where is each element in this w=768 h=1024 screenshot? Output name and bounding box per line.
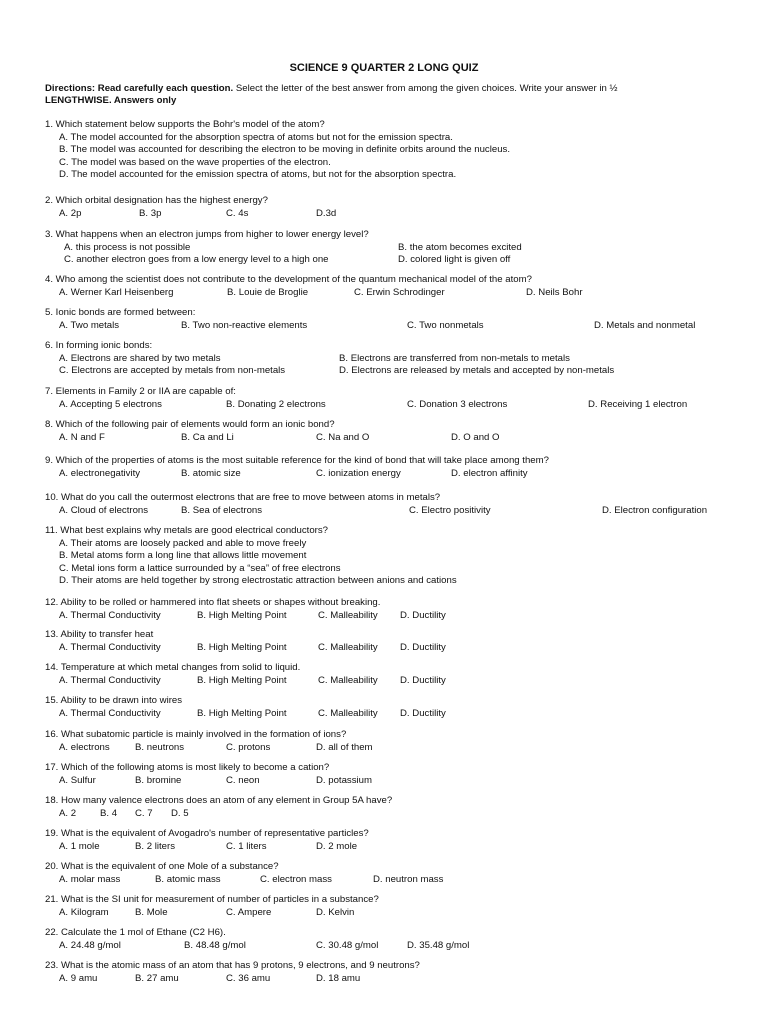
question-8 — [45, 419, 745, 444]
answer-choice: C. ionization energy — [316, 467, 401, 479]
answer-choice: B. Electrons are transferred from non-metals to metals — [339, 352, 570, 364]
question-6 — [45, 340, 745, 378]
question-stem: 22. Calculate the 1 mol of Ethane (C2 H6). — [45, 927, 226, 938]
answer-choice: C. Ampere — [226, 906, 272, 918]
choice-row — [45, 563, 745, 576]
question-stem: 18. How many valence electrons does an atom of any element in Group 5A have? — [45, 795, 393, 806]
answer-choice: D. 5 — [171, 807, 189, 819]
answer-choice: C. Electro positivity — [409, 504, 491, 516]
choice-row — [45, 808, 745, 821]
question-14 — [45, 662, 745, 687]
answer-choice: A. Thermal Conductivity — [59, 609, 161, 621]
question-stem: 10. What do you call the outermost electrons that are free to move between atoms in metals? — [45, 492, 441, 503]
choice-row — [45, 550, 745, 563]
question-16 — [45, 729, 745, 754]
answer-choice: A. electrons — [59, 741, 110, 753]
answer-choice: C. The model was based on the wave properties of the electron. — [59, 156, 331, 168]
answer-choice: C. 4s — [226, 207, 249, 219]
answer-choice: A. Sulfur — [59, 774, 96, 786]
question-stem: 12. Ability to be rolled or hammered into flat sheets or shapes without breaking. — [45, 597, 381, 608]
question-23 — [45, 960, 745, 985]
answer-choice: B. atomic size — [181, 467, 241, 479]
question-stem: 13. Ability to transfer heat — [45, 629, 154, 640]
choice-row — [45, 365, 745, 378]
question-stem: 7. Elements in Family 2 or IIA are capable of: — [45, 386, 236, 397]
answer-choice: D. The model accounted for the emission spectra of atoms, but not for the absorption spectra. — [59, 169, 457, 180]
answer-choice: C. 1 liters — [226, 840, 267, 852]
question-stem: 3. What happens when an electron jumps from higher to lower energy level? — [45, 229, 369, 240]
answer-choice: D. Neils Bohr — [526, 286, 583, 298]
answer-choice: A. Thermal Conductivity — [59, 674, 161, 686]
choice-row — [45, 144, 745, 157]
answer-choice: C. Two nonmetals — [407, 319, 484, 331]
answer-choice: B. Two non-reactive elements — [181, 319, 308, 331]
question-stem: 6. In forming ionic bonds: — [45, 340, 153, 351]
page-title: SCIENCE 9 QUARTER 2 LONG QUIZ — [289, 62, 479, 74]
answer-choice: D. Ductility — [400, 707, 446, 719]
choice-row — [45, 169, 745, 182]
answer-choice: A. molar mass — [59, 873, 121, 885]
answer-choice: C. Malleability — [318, 609, 378, 621]
answer-choice: D. all of them — [316, 741, 373, 753]
choice-row — [45, 874, 745, 887]
directions-line2: LENGTHWISE. Answers only — [45, 95, 177, 106]
question-12 — [45, 597, 745, 622]
choice-row — [45, 320, 745, 333]
question-21 — [45, 894, 745, 919]
answer-choice: A. Accepting 5 electrons — [59, 398, 162, 410]
question-3 — [45, 229, 745, 267]
answer-choice: A. 2p — [59, 207, 82, 219]
answer-choice: C. 30.48 g/mol — [316, 939, 379, 951]
answer-choice: D. Their atoms are held together by strong electrostatic attraction between anions and cations — [59, 575, 457, 586]
question-stem: 2. Which orbital designation has the highest energy? — [45, 195, 268, 206]
choice-row — [45, 841, 745, 854]
question-stem: 1. Which statement below supports the Bohr's model of the atom? — [45, 119, 325, 130]
question-stem: 15. Ability to be drawn into wires — [45, 695, 183, 706]
answer-choice: C. Erwin Schrodinger — [354, 286, 445, 298]
question-stem: 5. Ionic bonds are formed between: — [45, 307, 196, 318]
choice-row — [45, 940, 745, 953]
answer-choice: A. electronegativity — [59, 467, 141, 479]
directions — [45, 83, 735, 107]
question-20 — [45, 861, 745, 886]
question-13 — [45, 629, 745, 654]
answer-choice: D. colored light is given off — [398, 254, 511, 265]
answer-choice: C. neon — [226, 774, 260, 786]
answer-choice: B. the atom becomes excited — [398, 241, 522, 253]
answer-choice: A. Their atoms are loosely packed and able to move freely — [59, 537, 307, 549]
question-2 — [45, 195, 745, 220]
question-11 — [45, 525, 745, 588]
question-9 — [45, 455, 745, 480]
answer-choice: B. High Melting Point — [197, 707, 287, 719]
directions-text: Select the letter of the best answer from among the given choices. Write your answer in ½ — [233, 83, 618, 94]
answer-choice: D. 18 amu — [316, 972, 361, 984]
answer-choice: B. 4 — [100, 807, 118, 819]
answer-choice: D. Electron configuration — [602, 504, 708, 516]
answer-choice: D. 35.48 g/mol — [407, 939, 470, 951]
answer-choice: C. protons — [226, 741, 271, 753]
answer-choice: C. Malleability — [318, 641, 378, 653]
question-stem: 23. What is the atomic mass of an atom that has 9 protons, 9 electrons, and 9 neutrons? — [45, 960, 420, 971]
answer-choice: B. atomic mass — [155, 873, 221, 885]
question-stem: 8. Which of the following pair of elements would form an ionic bond? — [45, 419, 335, 430]
choice-row — [45, 575, 745, 588]
answer-choice: D. electron affinity — [451, 467, 528, 479]
question-17 — [45, 762, 745, 787]
directions-label: Directions: Read carefully each question. — [45, 83, 234, 94]
answer-choice: C. Malleability — [318, 707, 378, 719]
answer-choice: D.3d — [316, 207, 337, 219]
answer-choice: B. High Melting Point — [197, 609, 287, 621]
answer-choice: A. N and F — [59, 431, 105, 443]
choice-row — [45, 353, 745, 366]
answer-choice: A. Cloud of electrons — [59, 504, 149, 516]
answer-choice: B. 48.48 g/mol — [184, 939, 246, 951]
choice-row — [45, 287, 745, 300]
answer-choice: C. Electrons are accepted by metals from non-metals — [59, 365, 286, 376]
answer-choice: B. The model was accounted for describing the electron to be moving in definite orbits around the nucleus. — [59, 144, 510, 155]
answer-choice: A. Werner Karl Heisenberg — [59, 286, 174, 298]
choice-row — [45, 610, 745, 623]
choice-row — [45, 432, 745, 445]
answer-choice: D. neutron mass — [373, 873, 444, 885]
question-4 — [45, 274, 745, 299]
answer-choice: D. 2 mole — [316, 840, 358, 852]
question-stem: 17. Which of the following atoms is most likely to become a cation? — [45, 762, 330, 773]
answer-choice: C. electron mass — [260, 873, 332, 885]
choice-row — [45, 208, 745, 221]
choice-row — [45, 742, 745, 755]
answer-choice: C. 7 — [135, 807, 153, 819]
question-stem: 4. Who among the scientist does not contribute to the development of the quantum mechanical model of the atom? — [45, 274, 532, 285]
answer-choice: D. Electrons are released by metals and accepted by non-metals — [339, 365, 615, 376]
answer-choice: B. neutrons — [135, 741, 185, 753]
question-19 — [45, 828, 745, 853]
answer-choice: A. Kilogram — [59, 906, 109, 918]
choice-row — [45, 157, 745, 170]
answer-choice: D. Receiving 1 electron — [588, 398, 688, 410]
question-stem: 20. What is the equivalent of one Mole of a substance? — [45, 861, 279, 872]
question-15 — [45, 695, 745, 720]
choice-row — [45, 399, 745, 412]
answer-choice: C. Metal ions form a lattice surrounded by a “sea” of free electrons — [59, 562, 341, 574]
question-stem: 14. Temperature at which metal changes from solid to liquid. — [45, 662, 301, 673]
answer-choice: A. Electrons are shared by two metals — [59, 352, 221, 364]
answer-choice: B. 2 liters — [135, 840, 175, 852]
answer-choice: A. The model accounted for the absorption spectra of atoms but not for the emission spectra. — [59, 131, 453, 143]
answer-choice: B. 27 amu — [135, 972, 179, 984]
answer-choice: C. Donation 3 electrons — [407, 398, 508, 410]
choice-row — [45, 642, 745, 655]
answer-choice: D. Ductility — [400, 674, 446, 686]
question-7 — [45, 386, 745, 411]
choice-row — [45, 775, 745, 788]
answer-choice: A. Thermal Conductivity — [59, 707, 161, 719]
answer-choice: C. 36 amu — [226, 972, 271, 984]
question-22 — [45, 927, 745, 952]
choice-row — [45, 242, 745, 255]
answer-choice: B. Mole — [135, 906, 168, 918]
choice-row — [45, 675, 745, 688]
answer-choice: A. 2 — [59, 807, 77, 819]
answer-choice: D. O and O — [451, 431, 500, 443]
answer-choice: A. Thermal Conductivity — [59, 641, 161, 653]
question-stem: 11. What best explains why metals are good electrical conductors? — [45, 525, 328, 536]
choice-row — [45, 907, 745, 920]
answer-choice: B. 3p — [139, 207, 162, 219]
answer-choice: C. another electron goes from a low energy level to a high one — [64, 254, 329, 265]
answer-choice: C. Na and O — [316, 431, 370, 443]
answer-choice: A. this process is not possible — [64, 241, 191, 253]
choice-row — [45, 468, 745, 481]
answer-choice: B. High Melting Point — [197, 674, 287, 686]
answer-choice: B. Louie de Broglie — [227, 286, 309, 298]
answer-choice: D. Kelvin — [316, 906, 355, 918]
choice-row — [45, 254, 745, 267]
answer-choice: D. Metals and nonmetal — [594, 319, 696, 331]
answer-choice: D. Ductility — [400, 641, 446, 653]
question-stem: 9. Which of the properties of atoms is the most suitable reference for the kind of bond that will take place among them? — [45, 455, 549, 466]
answer-choice: B. High Melting Point — [197, 641, 287, 653]
answer-choice: B. bromine — [135, 774, 182, 786]
answer-choice: D. Ductility — [400, 609, 446, 621]
question-5 — [45, 307, 745, 332]
choice-row — [45, 538, 745, 551]
question-10 — [45, 492, 745, 517]
question-1 — [45, 119, 745, 182]
answer-choice: B. Metal atoms form a long line that allows little movement — [59, 550, 307, 561]
answer-choice: A. 1 mole — [59, 840, 100, 852]
answer-choice: C. Malleability — [318, 674, 378, 686]
answer-choice: B. Sea of electrons — [181, 504, 263, 516]
answer-choice: D. potassium — [316, 774, 372, 786]
answer-choice: B. Ca and Li — [181, 431, 234, 443]
answer-choice: A. 9 amu — [59, 972, 98, 984]
choice-row — [45, 973, 745, 986]
question-stem: 21. What is the SI unit for measurement of number of particles in a substance? — [45, 894, 379, 905]
answer-choice: A. 24.48 g/mol — [59, 939, 121, 951]
choice-row — [45, 505, 745, 518]
question-stem: 16. What subatomic particle is mainly involved in the formation of ions? — [45, 729, 347, 740]
question-18 — [45, 795, 745, 820]
answer-choice: A. Two metals — [59, 319, 120, 331]
question-stem: 19. What is the equivalent of Avogadro's number of representative particles? — [45, 828, 369, 839]
choice-row — [45, 708, 745, 721]
answer-choice: B. Donating 2 electrons — [226, 398, 326, 410]
choice-row — [45, 132, 745, 145]
